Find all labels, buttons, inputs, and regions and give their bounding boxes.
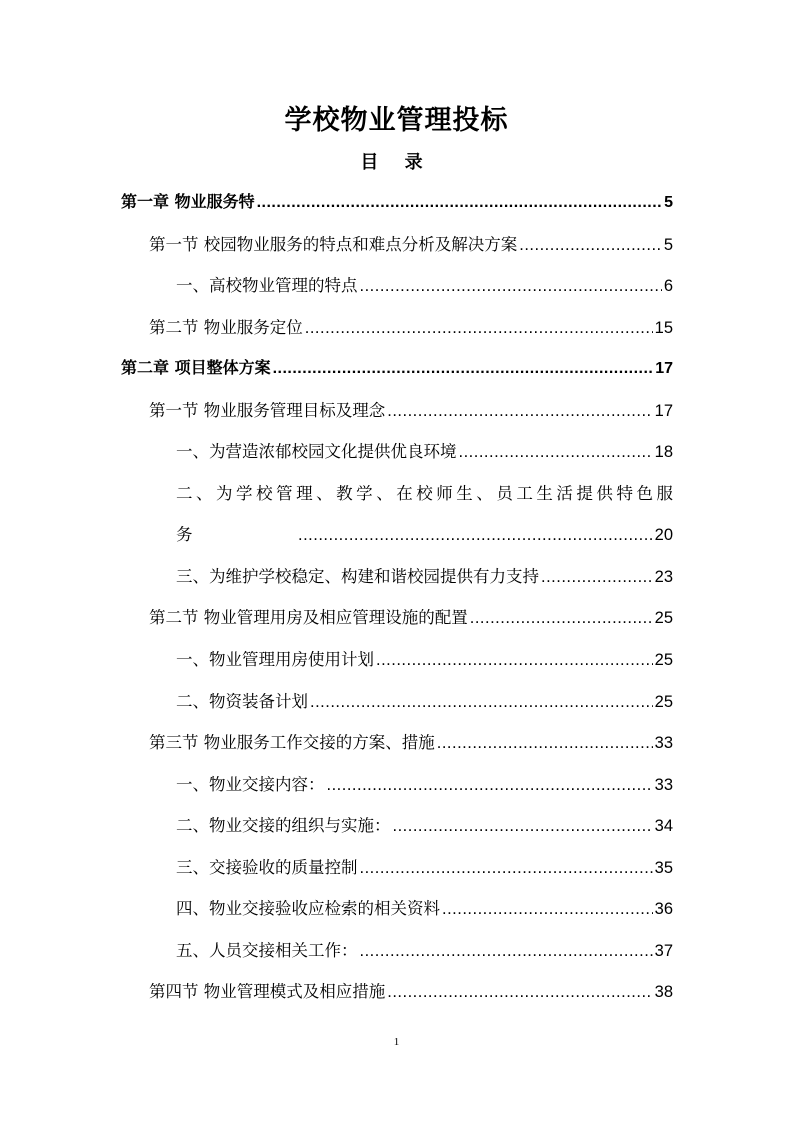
toc-entry-page: 15 [654,319,673,337]
toc-entry-label: 第一节 物业服务管理目标及理念 [149,401,386,420]
toc-entry-page: 33 [654,734,673,752]
toc-entry-label: 第三节 物业服务工作交接的方案、措施 [149,733,435,752]
toc-entry[interactable] [176,521,673,547]
toc-entry-wrapped-label[interactable]: 二、为学校管理、教学、在校师生、员工生活提供特色服 [176,484,673,503]
toc-entry-page: 34 [654,817,673,835]
toc-entry-label-continued: 务 [176,525,193,544]
toc-entry-label: 一、高校物业管理的特点 [176,276,358,295]
toc-entry-label: 一、物业交接内容： [176,775,325,794]
toc-entry-label: 第二节 物业服务定位 [149,318,303,337]
toc-leader-dots [393,817,653,836]
toc-entry-page: 18 [654,443,673,461]
toc-entry-page: 17 [655,360,673,377]
toc-entry-label: 第一章 物业服务特 [121,192,255,211]
toc-entry[interactable] [149,729,673,755]
toc-leader-dots [519,236,662,255]
toc-entry-page: 38 [654,983,673,1001]
toc-entry-page: 33 [654,776,673,794]
toc-entry-label: 五、人员交接相关工作： [176,941,358,960]
toc-entry[interactable] [176,438,673,464]
toc-entry[interactable] [121,189,673,215]
toc-entry[interactable] [149,604,673,630]
toc-leader-dots [305,319,653,338]
toc-leader-dots [360,859,653,878]
toc-entry-label: 第二章 项目整体方案 [121,358,271,377]
toc-entry[interactable] [121,355,673,381]
page-number: 1 [393,1036,400,1048]
toc-leader-dots [257,194,663,212]
toc-entry[interactable] [176,272,673,298]
toc-entry-label: 三、交接验收的质量控制 [176,858,358,877]
toc-entry-label: 二、物资装备计划 [176,692,308,711]
toc-leader-dots [327,776,653,795]
toc-leader-dots [459,443,653,462]
toc-entry-page: 25 [654,609,673,627]
toc-leader-dots [360,277,662,296]
toc-entry-page: 5 [663,236,673,254]
toc-leader-dots [387,402,652,421]
toc-leader-dots [360,942,653,961]
toc-entry-page: 25 [654,693,673,711]
toc-leader-dots [541,568,653,587]
toc-entry-page: 36 [654,900,673,918]
toc-entry-label: 二、物业交接的组织与实施： [176,816,391,835]
toc-entry[interactable] [149,231,673,257]
toc-entry[interactable] [176,937,673,963]
toc-entry-page: 23 [654,568,673,586]
toc-entry[interactable] [176,646,673,672]
toc-entry[interactable] [176,895,673,921]
toc-entry-page: 37 [654,942,673,960]
toc-leader-dots [470,609,653,628]
toc-entry-label: 第二节 物业管理用房及相应管理设施的配置 [149,608,468,627]
toc-entry-label: 四、物业交接验收应检索的相关资料 [176,899,440,918]
toc-entry[interactable] [176,854,673,880]
toc-entry-page: 6 [663,277,673,295]
document-title: 学校物业管理投标 [284,105,509,136]
toc-entry[interactable] [176,563,673,589]
toc-entry-page: 17 [654,402,673,420]
toc-leader-dots [273,360,654,378]
toc-leader-dots [310,693,653,712]
toc-entry-page: 35 [654,859,673,877]
toc-leader-dots [442,900,653,919]
toc-entry-label: 第一节 校园物业服务的特点和难点分析及解决方案 [149,235,518,254]
toc-leader-dots [437,734,653,753]
toc-entry[interactable] [149,314,673,340]
toc-entry-page: 5 [664,194,673,211]
toc-heading: 目 录 [360,152,433,173]
toc-leader-dots [298,526,653,545]
toc-entry[interactable] [149,397,673,423]
toc-entry[interactable] [176,771,673,797]
toc-entry[interactable] [176,812,673,838]
toc-entry-label: 一、物业管理用房使用计划 [176,650,374,669]
toc-entry-page: 20 [654,526,673,544]
toc-entry-label: 一、为营造浓郁校园文化提供优良环境 [176,442,457,461]
toc-leader-dots [376,651,653,670]
toc-entry[interactable] [176,688,673,714]
toc-entry-label: 三、为维护学校稳定、构建和谐校园提供有力支持 [176,567,539,586]
toc-entry[interactable] [149,978,673,1004]
toc-entry-page: 25 [654,651,673,669]
toc-entry-label: 第四节 物业管理模式及相应措施 [149,982,386,1001]
toc-leader-dots [387,983,652,1002]
